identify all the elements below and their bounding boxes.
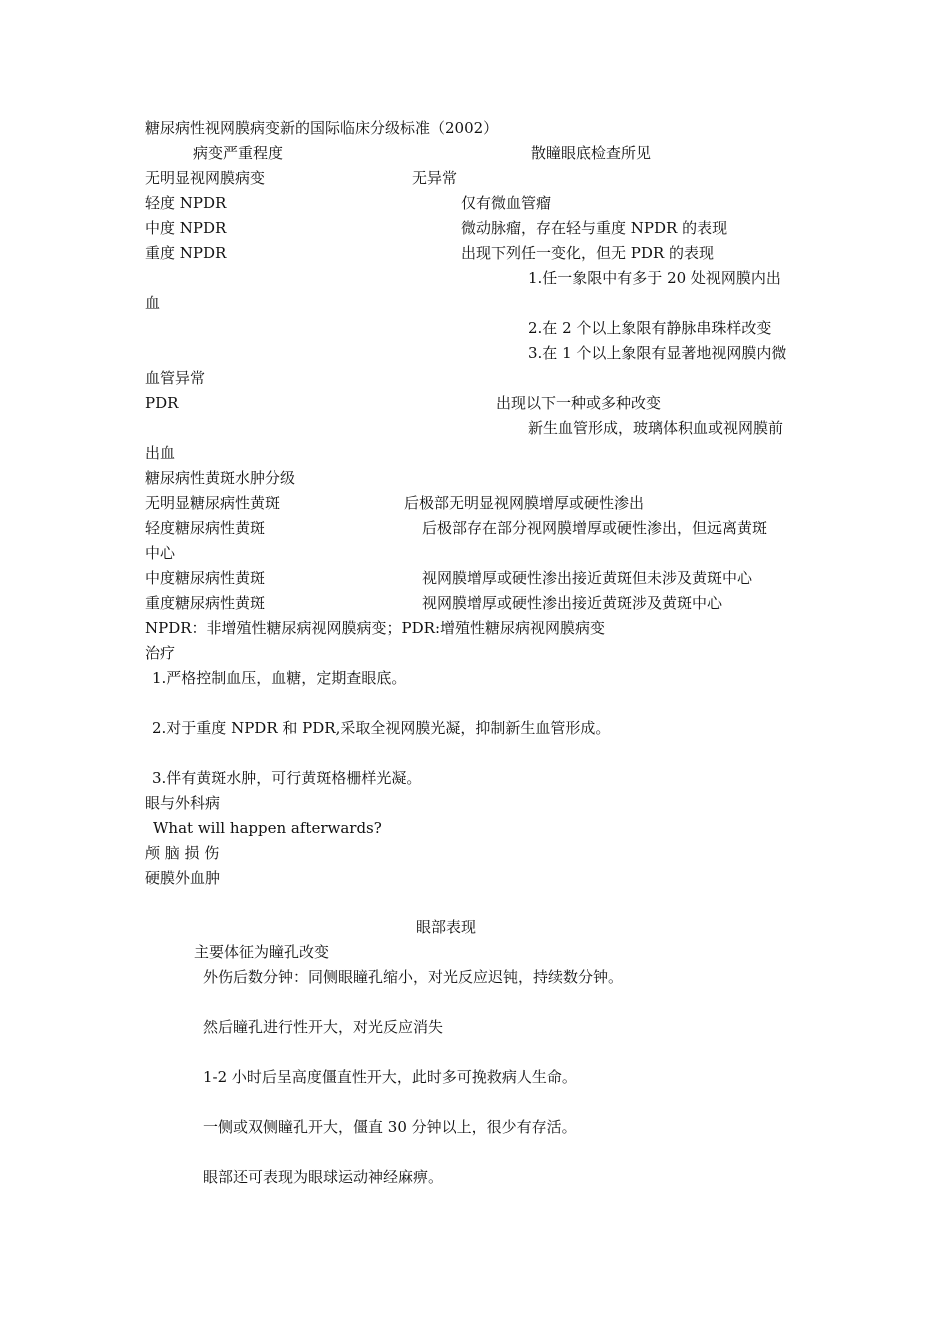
eye-heading: 眼部表现 [416,918,477,936]
eye-point-4: 一侧或双侧瞳孔开大，僵直 30 分钟以上，很少有存活。 [203,1118,577,1136]
eye-point-5: 眼部还可表现为眼球运动神经麻痹。 [203,1168,444,1186]
dme-grade-mild: 轻度糖尿病性黄斑 [145,519,266,537]
dme-grade-none: 无明显糖尿病性黄斑 [145,494,281,512]
surgery-topic: 硬膜外血肿 [145,869,221,887]
eye-main-sign: 主要体征为瞳孔改变 [194,943,330,961]
dr-finding-moderate: 微动脉瘤，存在轻与重度 NPDR 的表现 [461,219,728,237]
dme-grade-severe: 重度糖尿病性黄斑 [145,594,266,612]
dr-grade-none: 无明显视网膜病变 [145,169,266,187]
dme-finding-mild: 后极部存在部分视网膜增厚或硬性渗出，但远离黄斑 [422,519,768,537]
surgery-heading: 眼与外科病 [145,794,221,812]
dr-grade-mild: 轻度 NPDR [145,194,227,212]
dr-header-findings: 散瞳眼底检查所见 [531,144,652,162]
eye-point-3: 1-2 小时后呈高度僵直性开大，此时多可挽救病人生命。 [203,1068,577,1086]
document-title: 糖尿病性视网膜病变新的国际临床分级标准（2002） [145,119,499,137]
treatment-item-2: 2.对于重度 NPDR 和 PDR,采取全视网膜光凝，抑制新生血管形成。 [152,719,611,737]
severe-item-1: 1.任一象限中有多于 20 处视网膜内出 [528,269,781,287]
abbreviation-note: NPDR：非增殖性糖尿病视网膜病变；PDR:增殖性糖尿病视网膜病变 [145,619,606,637]
dr-finding-mild: 仅有微血管瘤 [461,194,552,212]
treatment-item-3: 3.伴有黄斑水肿，可行黄斑格栅样光凝。 [152,769,422,787]
dr-finding-none: 无异常 [412,169,458,187]
surgery-question: What will happen afterwards? [153,819,382,837]
dr-header-severity: 病变严重程度 [193,144,284,162]
dme-title: 糖尿病性黄斑水肿分级 [145,469,296,487]
pdr-detail: 新生血管形成，玻璃体积血或视网膜前 [528,419,784,437]
surgery-subheading: 颅 脑 损 伤 [145,844,220,862]
dme-finding-mild-cont: 中心 [145,544,176,562]
severe-item-3-cont: 血管异常 [145,369,206,387]
dme-grade-moderate: 中度糖尿病性黄斑 [145,569,266,587]
dme-finding-severe: 视网膜增厚或硬性渗出接近黄斑涉及黄斑中心 [422,594,723,612]
treatment-heading: 治疗 [145,644,176,662]
severe-item-3: 3.在 1 个以上象限有显著地视网膜内微 [528,344,787,362]
eye-point-1: 外伤后数分钟：同侧眼瞳孔缩小，对光反应迟钝，持续数分钟。 [203,968,624,986]
dr-grade-moderate: 中度 NPDR [145,219,227,237]
dme-finding-moderate: 视网膜增厚或硬性渗出接近黄斑但未涉及黄斑中心 [422,569,753,587]
severe-item-1-cont: 血 [145,294,161,312]
dme-finding-none: 后极部无明显视网膜增厚或硬性渗出 [404,494,645,512]
dr-grade-severe: 重度 NPDR [145,244,227,262]
dr-finding-pdr: 出现以下一种或多种改变 [496,394,662,412]
treatment-item-1: 1.严格控制血压，血糖，定期查眼底。 [152,669,407,687]
dr-finding-severe: 出现下列任一变化，但无 PDR 的表现 [461,244,714,262]
eye-point-2: 然后瞳孔进行性开大，对光反应消失 [203,1018,444,1036]
severe-item-2: 2.在 2 个以上象限有静脉串珠样改变 [528,319,772,337]
dr-grade-pdr: PDR [145,394,179,412]
pdr-detail-cont: 出血 [145,444,176,462]
